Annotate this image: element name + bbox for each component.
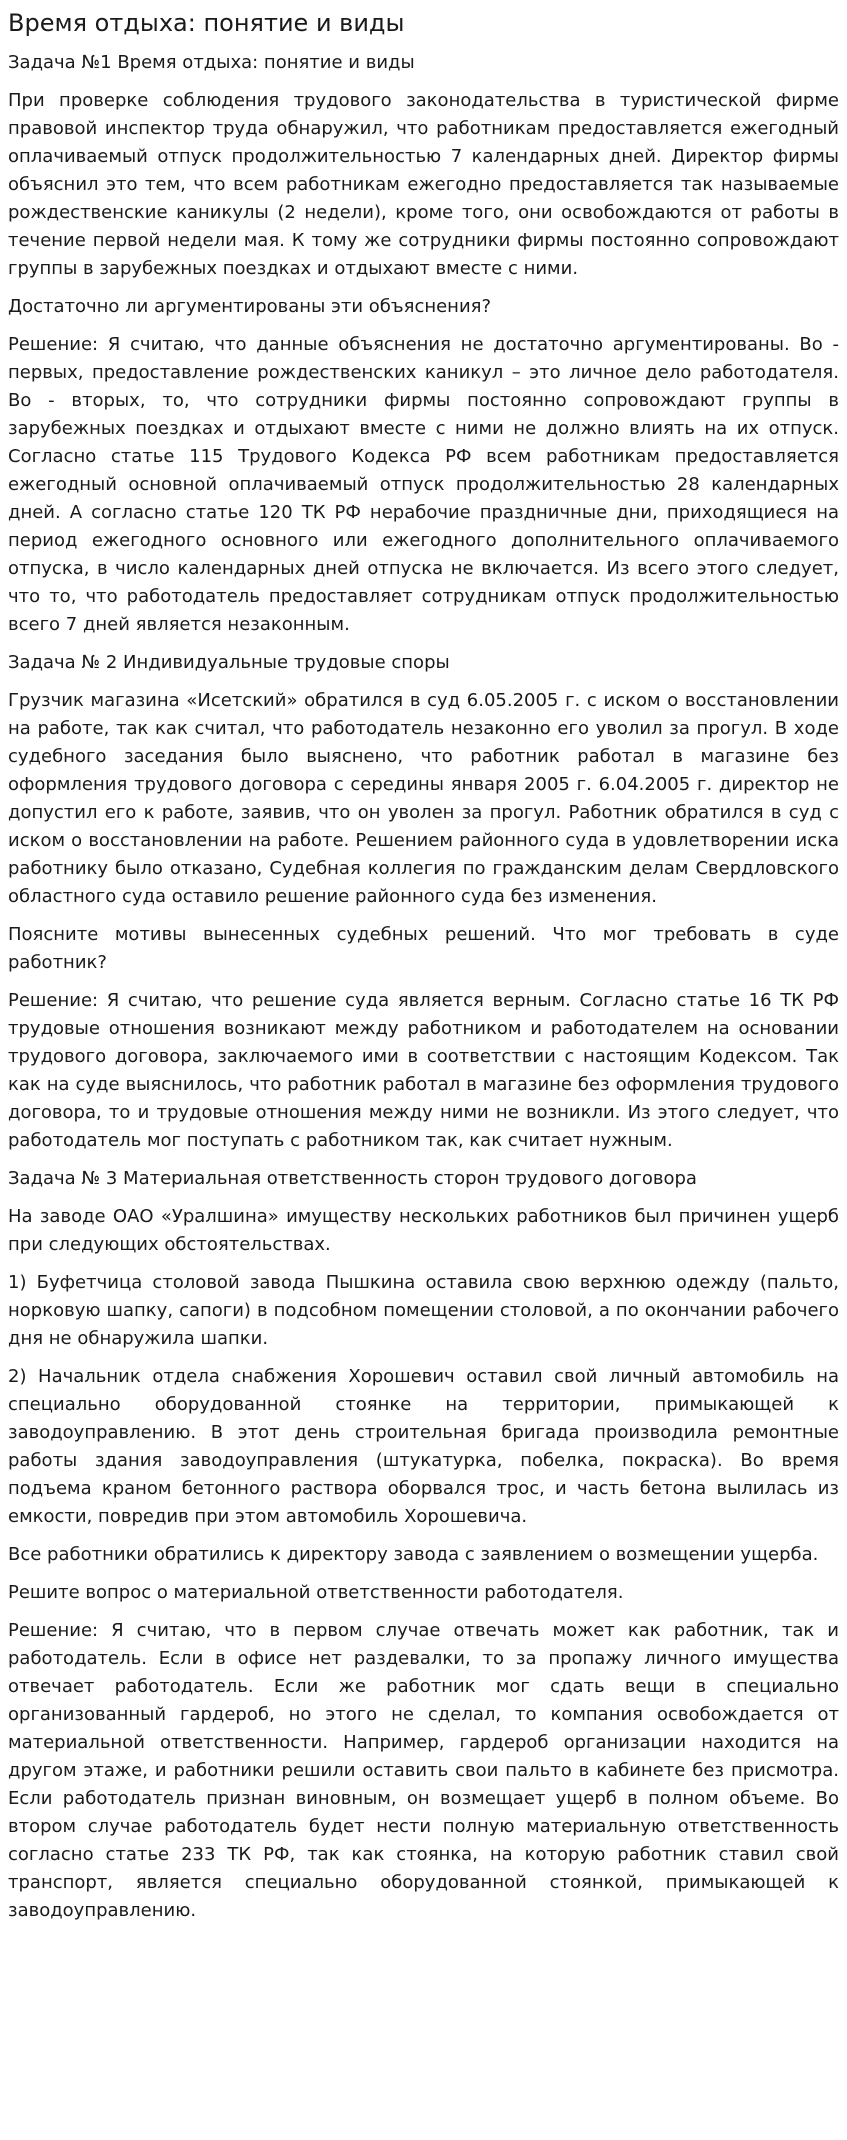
task-3-statement: На заводе ОАО «Уралшина» имуществу нескольких работников был причинен ущерб при следующих обстоятельствах. — [8, 1206, 839, 1255]
task-2-solution: Решение: Я считаю, что решение суда является верным. Согласно статье 16 ТК РФ трудовые отношения возникают между работником и работодателем на основании трудового договора, заключаемого ими в соответствии с настоящим Кодексом. Так как на суде выяснилось, что работник работал в магазине без оформления трудового договора, то и трудовые отношения между ними не возникли. Из этого следует, что работодатель мог поступать с работником так, как считает нужным. — [8, 990, 839, 1151]
task-3-question: Решите вопрос о материальной ответственности работодателя. — [8, 1582, 624, 1603]
task-3-case-2: 2) Начальник отдела снабжения Хорошевич оставил свой личный автомобиль на специально оборудованной стоянке на территории, примыкающей к заводоуправлению. В этот день строительная бригада производила ремонтные работы здания заводоуправления (штукатурка, побелка, покраска). Во время подъема краном бетонного раствора оборвался трос, и часть бетона вылилась из емкости, повредив при этом автомобиль Хорошевича. — [8, 1366, 839, 1527]
task-2-question: Поясните мотивы вынесенных судебных решений. Что мог требовать в суде работник? — [8, 924, 839, 973]
task-1-solution: Решение: Я считаю, что данные объяснения не достаточно аргументированы. Во - первых, предоставление рождественских каникул – это личное дело работодателя. Во - вторых, то, что сотрудники фирмы постоянно сопровождают группы в зарубежных поездках и отдыхают вместе с ними не должно влиять на их отпуск. Согласно статье 115 Трудового Кодекса РФ всем работникам предоставляется ежегодный основной оплачиваемый отпуск продолжительностью 28 календарных дней. А согласно статье 120 ТК РФ нерабочие праздничные дни, приходящиеся на период ежегодного основного или ежегодного дополнительного оплачиваемого отпуска, в число календарных дней отпуска не включается. Из всего этого следует, что то, что работодатель предоставляет сотрудникам отпуск продолжительностью всего 7 дней является незаконным. — [8, 334, 839, 635]
task-1-heading: Задача №1 Время отдыха: понятие и виды — [8, 52, 415, 73]
task-2-statement: Грузчик магазина «Исетский» обратился в суд 6.05.2005 г. с иском о восстановлении на работе, так как считал, что работодатель незаконно его уволил за прогул. В ходе судебного заседания было выяснено, что работник работал в магазине без оформления трудового договора с середины января 2005 г. 6.04.2005 г. директор не допустил его к работе, заявив, что он уволен за прогул. Работник обратился в суд с иском о восстановлении на работе. Решением районного суда в удовлетворении иска работнику было отказано, Судебная коллегия по гражданским делам Свердловского областного суда оставило решение районного суда без изменения. — [8, 690, 839, 907]
task-3-heading: Задача № 3 Материальная ответственность сторон трудового договора — [8, 1168, 697, 1189]
task-3-case-1: 1) Буфетчица столовой завода Пышкина оставила свою верхнюю одежду (пальто, норковую шапку, сапоги) в подсобном помещении столовой, а по окончании рабочего дня не обнаружила шапки. — [8, 1272, 839, 1349]
task-3-solution: Решение: Я считаю, что в первом случае отвечать может как работник, так и работодатель. Если в офисе нет раздевалки, то за пропажу личного имущества отвечает работодатель. Если же работник мог сдать вещи в специально организованный гардероб, но этого не сделал, то компания освобождается от материальной ответственности. Например, гардероб организации находится на другом этаже, и работники решили оставить свои пальто в кабинете без присмотра. Если работодатель признан виновным, он возмещает ущерб в полном объеме. Во втором случае работодатель будет нести полную материальную ответственность согласно статье 233 ТК РФ, так как стоянка, на которую работник ставил свой транспорт, является специально оборудованной стоянкой, примыкающей к заводоуправлению. — [8, 1620, 839, 1921]
task-2-heading: Задача № 2 Индивидуальные трудовые споры — [8, 652, 450, 673]
task-1-statement: При проверке соблюдения трудового законодательства в туристической фирме правовой инспектор труда обнаружил, что работникам предоставляется ежегодный оплачиваемый отпуск продолжительностью 7 календарных дней. Директор фирмы объяснил это тем, что всем работникам ежегодно предоставляется так называемые рождественские каникулы (2 недели), кроме того, они освобождаются от работы в течение первой недели мая. К тому же сотрудники фирмы постоянно сопровождают группы в зарубежных поездках и отдыхают вместе с ними. — [8, 90, 839, 279]
task-3-claim: Все работники обратились к директору завода с заявлением о возмещении ущерба. — [8, 1544, 819, 1565]
task-1-question: Достаточно ли аргументированы эти объяснения? — [8, 296, 492, 317]
page-title: Время отдыха: понятие и виды — [8, 9, 405, 37]
